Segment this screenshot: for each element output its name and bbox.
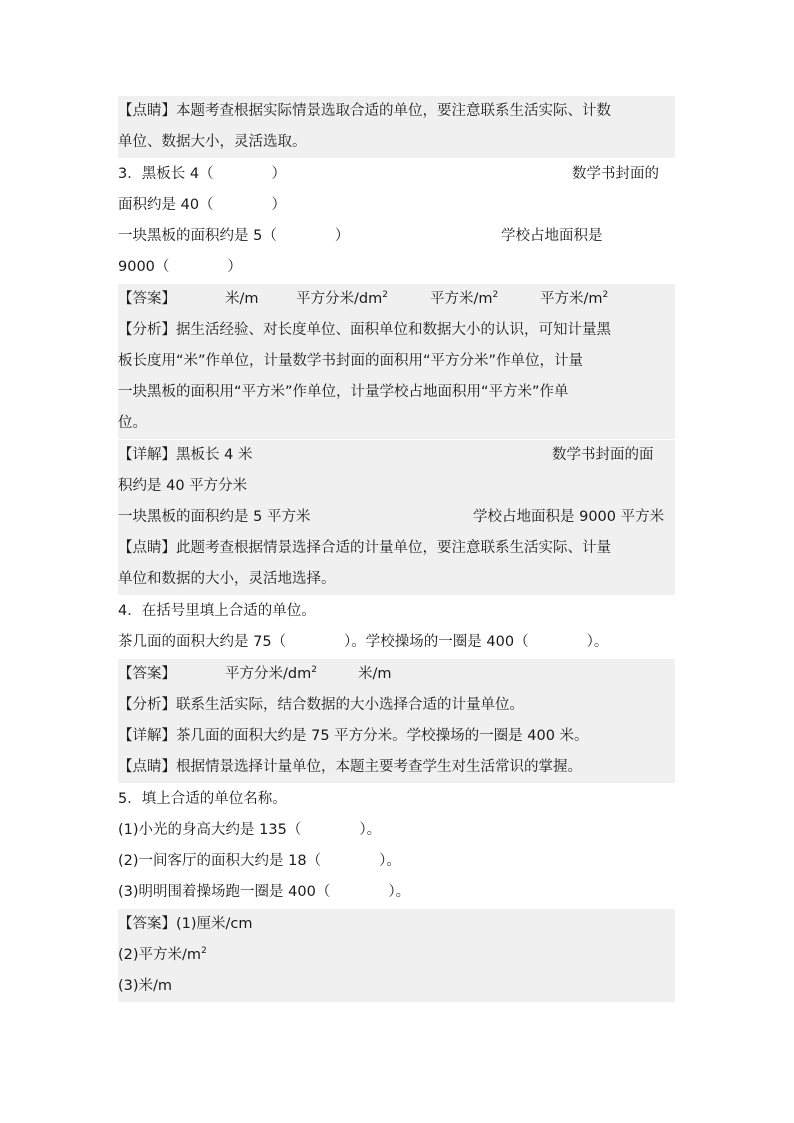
detail-line (118, 440, 675, 471)
dianjing-line (118, 564, 675, 595)
answer-line (118, 940, 675, 971)
question-4-title (118, 596, 675, 627)
answer-value: 平方分米$/dm^2$ (225, 665, 317, 682)
question-text: 9000（ ） (118, 259, 242, 275)
analysis-text: 联系生活实际，结合数据的大小选择合适的计量单位。 (176, 697, 524, 713)
answer-value: 米/m (225, 291, 259, 307)
question-text: 数学书封面的 (572, 166, 659, 182)
detail-text: 数学书封面的面 (552, 447, 654, 463)
answer-label: 【答案】 (118, 666, 176, 682)
dianjing-label: 【点睛】 (118, 103, 176, 119)
answer-line (118, 909, 675, 940)
dianjing-line (118, 96, 675, 127)
question-3-line (118, 159, 675, 190)
detail-text: 黑板长 4 米 (176, 447, 253, 463)
detail-label: 【详解】 (118, 728, 176, 744)
question-text: (3)明明围着操场跑一圈是 400（ ）。 (118, 884, 411, 900)
detail-label: 【详解】 (118, 447, 176, 463)
question-5-title (118, 784, 675, 815)
question-3-line (118, 252, 675, 283)
dianjing-label: 【点睛】 (118, 540, 176, 556)
question-text: 3．黑板长 4（ ） (118, 166, 287, 182)
analysis-line (118, 315, 675, 346)
dianjing-label: 【点睛】 (118, 759, 176, 775)
dianjing-text: 根据情景选择计量单位，本题主要考查学生对生活常识的掌握。 (176, 759, 582, 775)
answer-value: 平方米$/m^2$ (540, 290, 609, 307)
answer-line (118, 971, 675, 1002)
question-text: 学校占地面积是 (501, 228, 603, 244)
analysis-text: 一块黑板的面积用“平方米”作单位，计量学校占地面积用“平方米”作单 (118, 384, 569, 400)
question-text: (2)一间客厅的面积大约是 18（ ）。 (118, 853, 401, 869)
question-5-item (118, 846, 675, 877)
question-text: 一块黑板的面积约是 5（ ） (118, 228, 350, 244)
analysis-label: 【分析】 (118, 697, 176, 713)
question-5-item (118, 877, 675, 908)
dianjing-text: 单位、数据大小，灵活选取。 (118, 134, 307, 150)
dianjing-text: 本题考查根据实际情景选取合适的单位，要注意联系生活实际、计数 (176, 103, 611, 119)
analysis-line (118, 377, 675, 408)
question-title: 4．在括号里填上合适的单位。 (118, 603, 316, 619)
detail-line (118, 721, 675, 752)
answer-label: 【答案】 (118, 291, 176, 307)
answer-value: (3)米/m (118, 978, 173, 994)
answer-value: 米/m (358, 666, 392, 682)
detail-line (118, 471, 675, 502)
question-title: 5．填上合适的单位名称。 (118, 791, 287, 807)
analysis-line (118, 408, 675, 439)
detail-text: 学校占地面积是 9000 平方米 (473, 509, 665, 525)
detail-text: 一块黑板的面积约是 5 平方米 (118, 509, 311, 525)
dianjing-line (118, 533, 675, 564)
question-3-line (118, 221, 675, 252)
answer-line (118, 659, 675, 690)
analysis-text: 位。 (118, 415, 147, 431)
answer-value: 平方米$/m^2$ (430, 290, 499, 307)
analysis-text: 板长度用“米”作单位，计量数学书封面的面积用“平方分米”作单位，计量 (118, 353, 584, 369)
answer-line (118, 284, 675, 315)
answer-label: 【答案】 (118, 916, 176, 932)
question-3-line (118, 190, 675, 221)
dianjing-text: 此题考查根据情景选择合适的计量单位，要注意联系生活实际、计量 (176, 540, 611, 556)
question-text: 茶几面的面积大约是 75（ ）。学校操场的一圈是 400（ ）。 (118, 634, 609, 650)
answer-value: 平方分米$/dm^2$ (296, 290, 388, 307)
dianjing-line (118, 752, 675, 783)
detail-line (118, 502, 675, 533)
analysis-text: 据生活经验、对长度单位、面积单位和数据大小的认识，可知计量黑 (176, 322, 611, 338)
detail-text: 积约是 40 平方分米 (118, 478, 248, 494)
question-text: (1)小光的身高大约是 135（ ）。 (118, 822, 382, 838)
analysis-label: 【分析】 (118, 322, 176, 338)
question-5-item (118, 815, 675, 846)
question-text: 面积约是 40（ ） (118, 197, 287, 213)
analysis-line (118, 346, 675, 377)
dianjing-line (118, 127, 675, 158)
analysis-line (118, 690, 675, 721)
question-4-line (118, 627, 675, 658)
answer-value: (1)厘米/cm (176, 916, 253, 932)
dianjing-text: 单位和数据的大小，灵活地选择。 (118, 571, 336, 587)
detail-text: 茶几面的面积大约是 75 平方分米。学校操场的一圈是 400 米。 (176, 728, 589, 744)
answer-value: (2)平方米$/m^2$ (118, 946, 207, 963)
